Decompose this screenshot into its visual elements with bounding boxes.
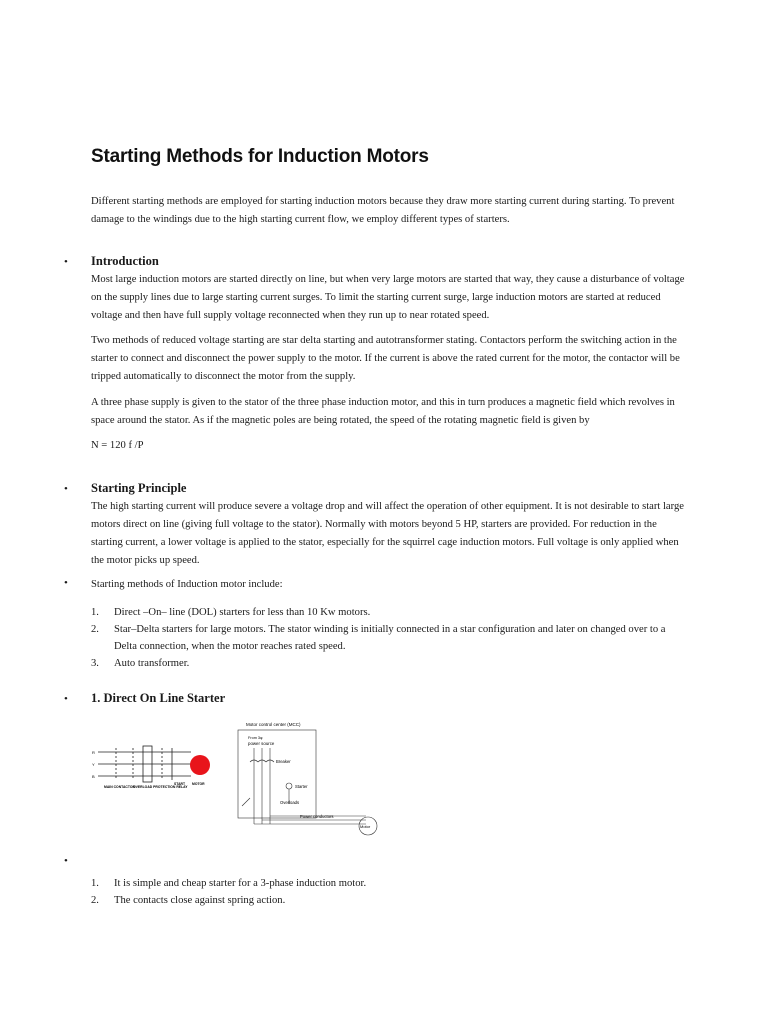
svg-text:MOTOR: MOTOR bbox=[192, 782, 205, 786]
speed-formula: N = 120 f /P bbox=[91, 440, 144, 451]
svg-text:B: B bbox=[92, 774, 95, 779]
svg-text:R: R bbox=[92, 750, 95, 755]
section-heading-starting-principle: Starting Principle bbox=[91, 481, 187, 495]
list-item: 2. The contacts close against spring action. bbox=[91, 895, 286, 906]
list-item: 2. Star–Delta starters for large motors. The stator winding is initially connected in a star configuration and later on changed over to a Delta connection, when the motor reaches rated speed. bbox=[91, 624, 666, 652]
introduction-paragraph-3: A three phase supply is given to the stator of the three phase induction motor, and this in turn produces a magnetic field which revolves in space around the stator. As if the magnetic poles are being rotated, the speed of the rotating magnetic field is given by bbox=[91, 397, 675, 426]
svg-text:Motor: Motor bbox=[360, 824, 371, 829]
bullet-dol-list: • bbox=[64, 855, 68, 867]
mcc-figure bbox=[234, 718, 390, 838]
motor-icon bbox=[190, 755, 210, 775]
svg-text:OVERLOAD PROTECTION RELAY: OVERLOAD PROTECTION RELAY bbox=[133, 785, 188, 789]
svg-text:Y: Y bbox=[92, 762, 95, 767]
svg-text:MAIN CONTACTOR: MAIN CONTACTOR bbox=[104, 785, 135, 789]
section-heading-introduction: Introduction bbox=[91, 254, 159, 268]
bullet-introduction: • bbox=[64, 256, 68, 268]
svg-text:START: START bbox=[174, 782, 186, 786]
dol-features-list bbox=[91, 875, 691, 909]
methods-lead: Starting methods of Induction motor include: bbox=[91, 579, 283, 590]
intro-paragraph: Different starting methods are employed for starting induction motors because they draw more starting current during starting. To prevent damage to the windings due to the high starting current flow, we employ different types of starters. bbox=[91, 196, 675, 225]
introduction-paragraph-1: Most large induction motors are started directly on line, but when very large motors are started that way, they cause a disturbance of voltage on the supply lines due to large starting current surges. To limit the starting current surge, large induction motors are started at reduced voltage and then have full supply voltage reconnected when they run up to near rotated speed. bbox=[91, 274, 685, 321]
bullet-dol: • bbox=[64, 693, 68, 705]
dol-wiring-figure bbox=[88, 740, 218, 798]
section-heading-dol: 1. Direct On Line Starter bbox=[91, 691, 226, 705]
introduction-paragraph-2: Two methods of reduced voltage starting are star delta starting and autotransformer stating. Contactors perform the switching action in the starter to connect and disconnect the power supply to the motor. If the current is above the rated current for the motor, the contactor will be tripped automatically to disconnect the motor from the supply. bbox=[91, 335, 680, 382]
bullet-methods: • bbox=[64, 577, 68, 589]
svg-text:Power conductors: Power conductors bbox=[300, 814, 334, 819]
list-item: 3. Auto transformer. bbox=[91, 658, 190, 669]
list-item: 1. Direct –On– line (DOL) starters for less than 10 Kw motors. bbox=[91, 607, 371, 618]
svg-text:Breaker: Breaker bbox=[276, 759, 291, 764]
svg-text:Motor control center (MCC): Motor control center (MCC) bbox=[246, 722, 301, 727]
svg-text:Overloads: Overloads bbox=[280, 800, 300, 805]
svg-text:Starter: Starter bbox=[295, 784, 308, 789]
svg-text:From 3φ: From 3φ bbox=[248, 736, 263, 740]
page-title: Starting Methods for Induction Motors bbox=[91, 146, 429, 167]
bullet-starting-principle: • bbox=[64, 483, 68, 495]
list-item: 1. It is simple and cheap starter for a 3-phase induction motor. bbox=[91, 878, 367, 889]
methods-list bbox=[91, 604, 691, 672]
starting-principle-paragraph: The high starting current will produce severe a voltage drop and will affect the operation of other equipment. It is not desirable to start large motors direct on line (giving full voltage to the stator). Normally with motors beyond 5 HP, starters are provided. For reduction in the starting current, a lower voltage is applied to the stator, especially for the squirrel cage induction motors. Full voltage is only applied when the motor picks up speed. bbox=[91, 501, 684, 566]
svg-text:power source: power source bbox=[248, 741, 275, 746]
